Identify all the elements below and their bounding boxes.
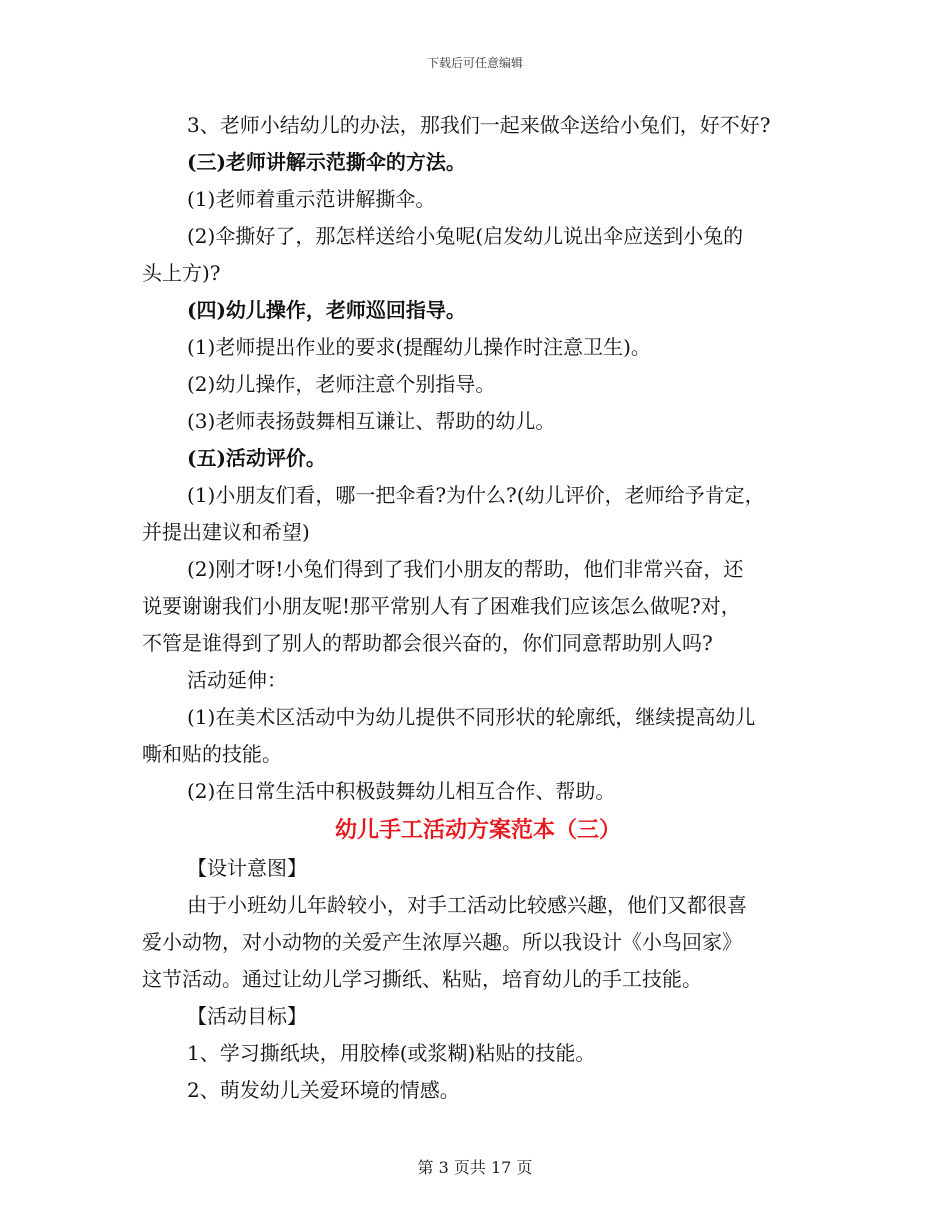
paragraph-line: (1)老师着重示范讲解撕伞。 bbox=[187, 187, 436, 211]
paragraph-line: 并提出建议和希望) bbox=[142, 520, 310, 544]
section-heading: (三)老师讲解示范撕伞的方法。 bbox=[187, 150, 466, 174]
paragraph-line: 说要谢谢我们小朋友呢!那平常别人有了困难我们应该怎么做呢?对， bbox=[142, 594, 741, 618]
paragraph-line: 爱小动物，对小动物的关爱产生浓厚兴趣。所以我设计《小鸟回家》 bbox=[142, 930, 742, 954]
section-heading: (五)活动评价。 bbox=[187, 446, 326, 470]
paragraph-line: 2、萌发幼儿关爱环境的情感。 bbox=[187, 1078, 460, 1102]
paragraph-line: 不管是谁得到了别人的帮助都会很兴奋的，你们同意帮助别人吗? bbox=[142, 631, 713, 655]
paragraph-line: 嘶和贴的技能。 bbox=[142, 742, 282, 766]
paragraph-line: 1、学习撕纸块，用胶棒(或浆糊)粘贴的技能。 bbox=[187, 1041, 596, 1065]
paragraph-line: 活动延伸： bbox=[187, 668, 287, 692]
paragraph-line: 头上方)? bbox=[142, 261, 221, 285]
paragraph-line: (1)小朋友们看，哪一把伞看?为什么?(幼儿评价，老师给予肯定， bbox=[187, 483, 765, 507]
paragraph-line: (2)幼儿操作，老师注意个别指导。 bbox=[187, 372, 496, 396]
paragraph-line: (3)老师表扬鼓舞相互谦让、帮助的幼儿。 bbox=[187, 409, 556, 433]
document-body bbox=[142, 107, 814, 1109]
section-heading: (四)幼儿操作，老师巡回指导。 bbox=[187, 298, 466, 322]
paragraph-line: 3、老师小结幼儿的办法，那我们一起来做伞送给小兔们，好不好? bbox=[187, 113, 771, 137]
paragraph-line: (1)老师提出作业的要求(提醒幼儿操作时注意卫生)。 bbox=[187, 335, 651, 359]
page-header: 下载后可任意编辑 bbox=[426, 56, 523, 70]
paragraph-line: (2)伞撕好了，那怎样送给小兔呢(启发幼儿说出伞应送到小兔的 bbox=[187, 224, 744, 248]
paragraph-line: 这节活动。通过让幼儿学习撕纸、粘贴，培育幼儿的手工技能。 bbox=[142, 967, 702, 991]
paragraph-line: (2)在日常生活中积极鼓舞幼儿相互合作、帮助。 bbox=[187, 779, 616, 803]
paragraph-line: (1)在美术区活动中为幼儿提供不同形状的轮廓纸，继续提高幼儿 bbox=[187, 705, 756, 729]
section-title: 幼儿手工活动方案范本（三） bbox=[334, 817, 621, 843]
page-footer: 第 3 页共 17 页 bbox=[417, 1158, 533, 1177]
paragraph-line: 【设计意图】 bbox=[187, 856, 307, 880]
paragraph-line: (2)刚才呀!小兔们得到了我们小朋友的帮助，他们非常兴奋，还 bbox=[187, 557, 744, 581]
paragraph-line: 由于小班幼儿年龄较小，对手工活动比较感兴趣，他们又都很喜 bbox=[187, 893, 747, 917]
paragraph-line: 【活动目标】 bbox=[187, 1004, 307, 1028]
